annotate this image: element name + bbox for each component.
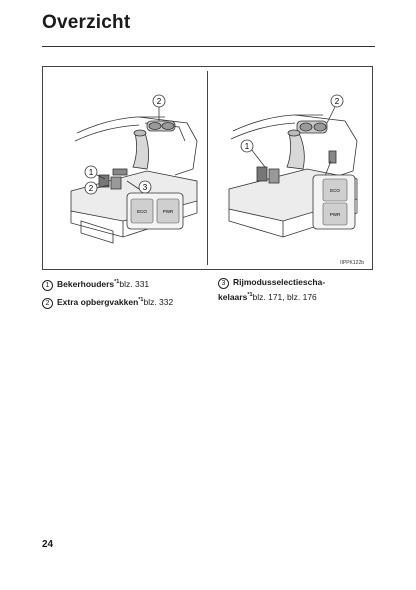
page-number: 24 [42,539,54,550]
svg-text:2: 2 [156,97,162,106]
callout-3 [139,181,151,193]
title-rule [42,46,375,47]
pwr-switch-label-right: PWR [329,212,341,217]
legend-left [42,276,202,312]
pwr-switch-label: PWR [162,209,174,214]
legend-number-3: 3 [218,278,229,289]
legend-item-1: 1 Bekerhouders$^{*1}$blz. 331 [42,276,202,291]
legend-label-2: Extra opbergvakken [57,297,139,307]
eco-switch-label-right: ECO [330,188,340,193]
eco-switch-label: ECO [137,209,147,214]
callout-2-right [331,95,343,107]
console-illustration-right [211,71,369,267]
legend-label-3a: Rijmodusselectiescha- [233,277,326,287]
svg-text:1: 1 [244,142,250,151]
legend-label-1: Bekerhouders [57,279,115,289]
figure-code: IIPPK122b [340,260,364,266]
console-illustration-left [47,71,205,267]
legend-number-1: 1 [42,280,53,291]
svg-text:3: 3 [142,183,148,192]
legend-label-3b: kelaars [218,292,248,302]
svg-text:2: 2 [88,184,94,193]
svg-text:2: 2 [334,97,340,106]
figure-divider [207,71,208,265]
legend-page-3[interactable]: blz. 171, blz. 176 [252,292,317,302]
svg-text:1: 1 [88,168,94,177]
legend-number-2: 2 [42,298,53,309]
switch-inset-horizontal [127,193,183,229]
page-title: Overzicht [42,12,131,33]
switch-inset-vertical [313,175,355,229]
callout-1-right [241,140,253,152]
callout-1 [85,166,97,178]
callout-2-top [153,95,165,107]
legend-item-2: 2 Extra opbergvakken$^{*1}$blz. 332 [42,294,202,309]
legend-item-3: 3 Rijmodusselectiescha- kelaars$^{*1}$blz. 171, blz. 176 [218,277,326,302]
legend-page-2[interactable]: blz. 332 [143,297,174,307]
console-illustration [42,66,373,270]
callout-2 [85,182,97,194]
legend-right [218,276,378,306]
legend-page-1[interactable]: blz. 331 [119,279,150,289]
